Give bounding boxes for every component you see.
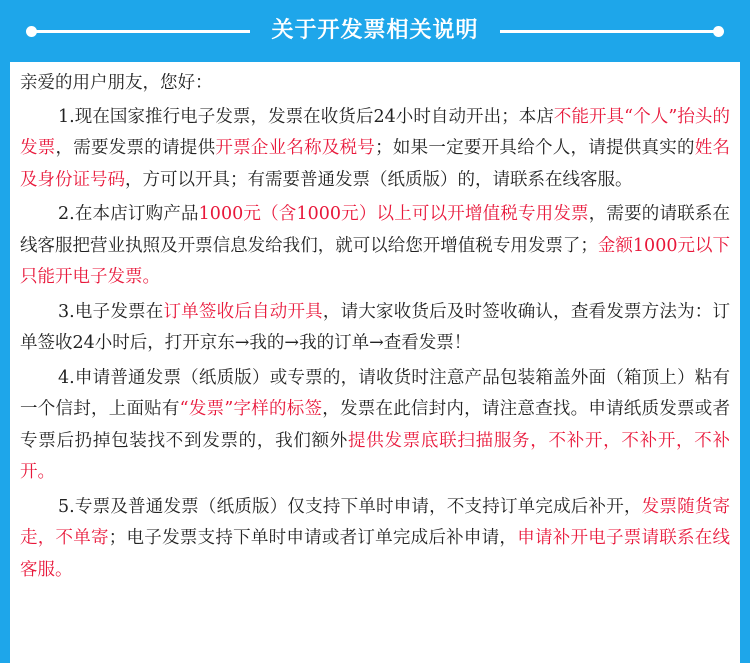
paragraph-segment: 1.现在国家推行电子发票，发票在收货后24小时自动开出；本店 [58, 106, 554, 127]
header-banner [0, 0, 750, 62]
paragraph-segment: ，请大家收货后及时签收确认，查看发票方法为：订单签收24小时后，打开京东→我的→我的订单→查看发票！ [20, 301, 731, 353]
paragraph-segment: 5.专票及普通发票（纸质版）仅支持下单时申请，不支持订单完成后补开， [58, 496, 642, 517]
highlight-segment: 金额1000元以下只能开电子发票。 [20, 235, 730, 287]
notice-paragraph-5 [20, 492, 730, 587]
greeting-text: 亲爱的用户朋友，您好： [20, 73, 213, 93]
highlight-segment: 姓名及身份证号码 [20, 138, 731, 190]
paragraph-segment: ，发票在此信封内，请注意查找。申请纸质发票或者专票后扔掉包装找不到发票的，我们额外 [20, 399, 731, 451]
highlight-segment: 不能开具“个人”抬头的发票 [20, 106, 730, 158]
highlight-segment: 提供发票底联扫描服务，不补开，不补开，不补开。 [20, 430, 731, 482]
paragraph-segment: ，需要发票的请提供 [55, 138, 216, 158]
notice-paragraph-4 [20, 363, 730, 489]
notice-paragraph-3 [20, 297, 730, 360]
highlight-segment: 订单签收后自动开具 [163, 301, 323, 322]
paragraph-segment: 3.电子发票在 [58, 301, 164, 322]
highlight-segment: 开票企业名称及税号 [215, 138, 376, 158]
paragraph-segment: ；电子发票支持下单时申请或者订单完成后补申请， [108, 528, 518, 548]
highlight-segment: “发票”字样的标签 [179, 399, 323, 419]
paragraph-segment: ，方可以开具；有需要普通发票（纸质版）的，请联系在线客服。 [125, 169, 633, 190]
page-title: 关于开发票相关说明 [271, 18, 479, 43]
decorative-dot-right [713, 26, 724, 37]
decorative-line-right [500, 30, 715, 33]
paragraph-segment: ，需要的请联系在线客服把营业执照及开票信息发给我们，就可以给您开增值税专用发票了； [20, 204, 730, 256]
paragraph-segment: 4.申请普通发票（纸质版）或专票的，请收货时注意产品包装箱盖外面（箱顶上）粘有一个信封，上面贴有 [20, 367, 730, 419]
highlight-segment: 发票随货寄走，不单寄 [20, 496, 730, 548]
paragraph-segment: ；如果一定要开具给个人，请提供真实的 [375, 138, 695, 158]
highlight-segment: 1000元（含1000元）以上可以开增值税专用发票 [198, 204, 589, 224]
invoice-notice-panel [10, 62, 740, 663]
notice-paragraph-2 [20, 199, 730, 294]
paragraph-segment: 2.在本店订购产品 [58, 204, 199, 224]
notice-paragraph-1 [20, 102, 730, 197]
highlight-segment: 申请补开电子票请联系在线客服。 [20, 528, 731, 580]
